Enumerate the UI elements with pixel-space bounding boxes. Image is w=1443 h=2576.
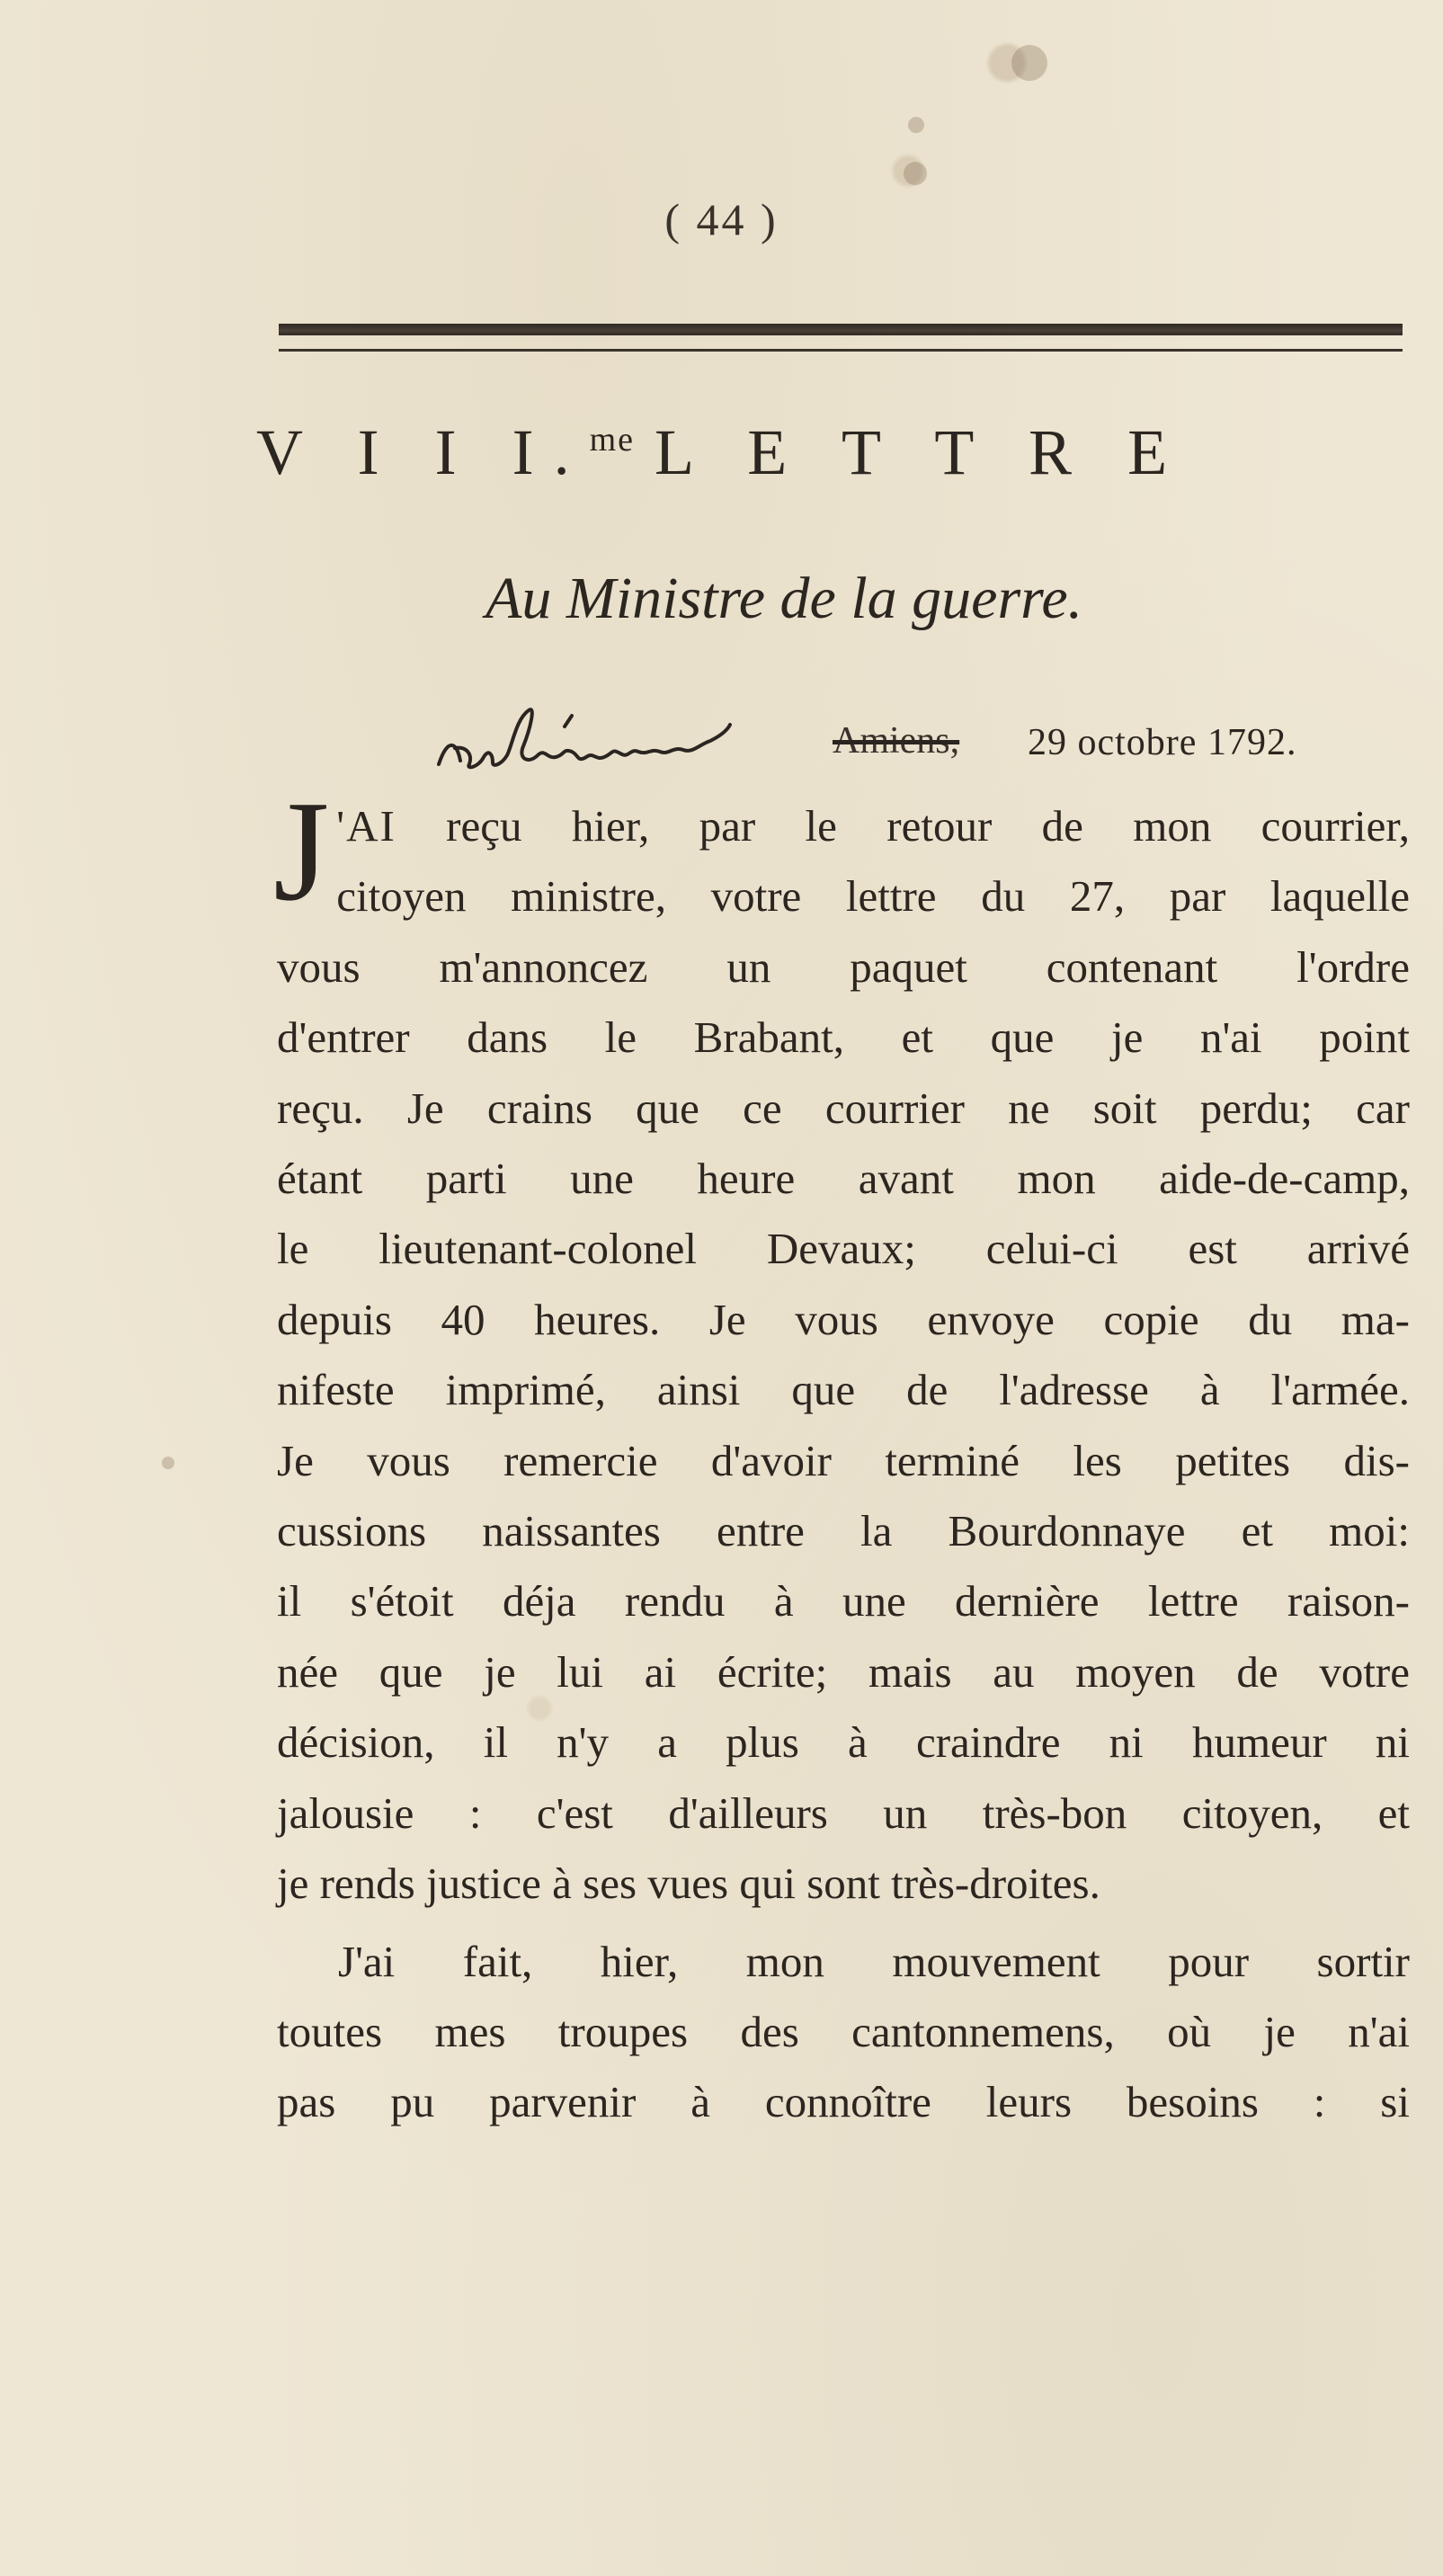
body-line: 'AI reçu hier, par le retour de mon courrier,: [336, 801, 1411, 851]
body-line: Je vous remercie d'avoir terminé les petites dis-: [277, 1435, 1410, 1485]
ink-spot: [908, 117, 924, 133]
body-line: le lieutenant-colonel Devaux; celui-ci est arrivé: [277, 1224, 1410, 1274]
body-line: je rends justice à ses vues qui sont très-droites.: [277, 1858, 1100, 1909]
letter-date: 29 octobre 1792.: [1028, 722, 1297, 763]
first-word-rest: 'AI: [336, 801, 396, 851]
body-line: nifeste imprimé, ainsi que de l'adresse à l'armée.: [277, 1365, 1410, 1415]
header-rule-thin: [279, 349, 1403, 352]
struck-place-name: Amiens,: [833, 720, 960, 762]
body-line: toutes mes troupes des cantonnemens, où je n'ai: [277, 2006, 1410, 2056]
page-number: ( 44 ): [664, 194, 779, 245]
letter-number: V I I I.: [255, 416, 590, 488]
body-line: citoyen ministre, votre lettre du 27, par laquelle: [336, 871, 1410, 922]
body-line: jalousie : c'est d'ailleurs un très-bon citoyen, et: [277, 1787, 1410, 1838]
ink-spot: [1011, 45, 1047, 81]
body-line: décision, il n'y a plus à craindre ni humeur ni: [277, 1717, 1410, 1768]
body-line: vous m'annoncez un paquet contenant l'ordre: [277, 941, 1410, 992]
ink-spot: [904, 162, 927, 185]
letter-word: L E T T R E: [655, 416, 1188, 488]
drop-cap: J: [273, 771, 330, 931]
dateline: [430, 701, 1419, 782]
body-line: pas pu parvenir à connoître leurs besoins : si: [277, 2077, 1410, 2127]
header-rule-thick: [279, 324, 1403, 335]
ink-spot: [162, 1457, 174, 1469]
handwritten-place-annotation: [430, 701, 825, 782]
body-line: il s'étoit déja rendu à une dernière lettre raison-: [277, 1576, 1410, 1627]
letter-number-suffix: me: [589, 421, 635, 459]
letter-body: [273, 771, 1411, 2138]
body-line: d'entrer dans le Brabant, et que je n'ai point: [277, 1012, 1410, 1063]
body-line: J'ai fait, hier, mon mouvement pour sortir: [338, 1936, 1410, 1986]
paragraph-gap: [277, 1920, 1410, 1927]
letter-recipient: Au Ministre de la guerre.: [485, 566, 1083, 631]
letter-heading: [0, 415, 1443, 490]
body-line: reçu. Je crains que ce courrier ne soit perdu; car: [277, 1083, 1410, 1133]
body-line: cussions naissantes entre la Bourdonnaye et moi:: [277, 1506, 1410, 1556]
body-line: née que je lui ai écrite; mais au moyen de votre: [277, 1646, 1410, 1697]
body-line: depuis 40 heures. Je vous envoye copie du ma-: [277, 1294, 1410, 1344]
body-line: étant parti une heure avant mon aide-de-camp,: [277, 1154, 1410, 1204]
